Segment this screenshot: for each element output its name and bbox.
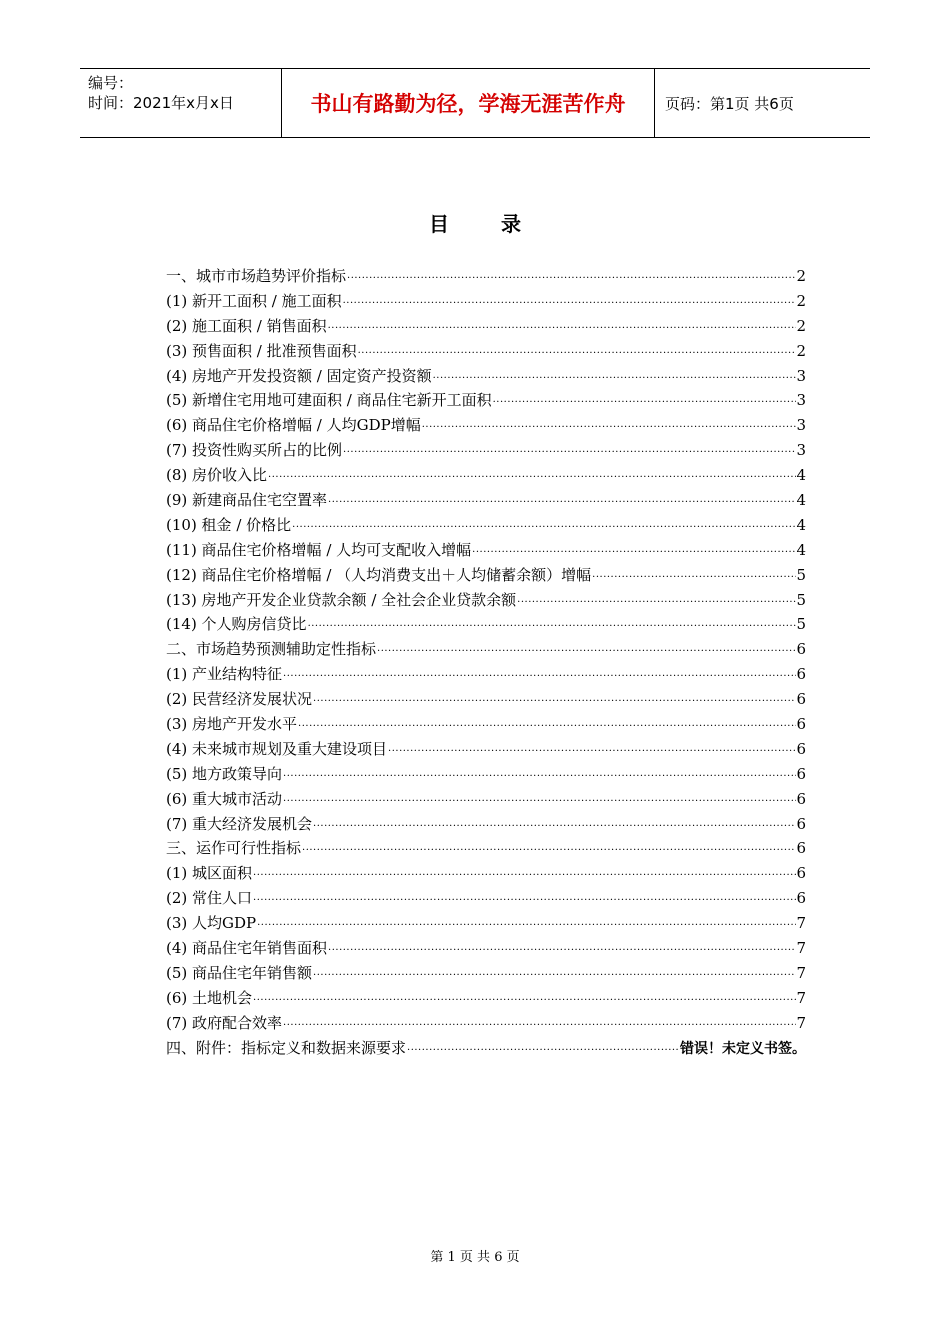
toc-leader-dots (312, 815, 796, 840)
toc-entry-label: (7) 重大经济发展机会 (166, 814, 313, 833)
toc-entry[interactable] (166, 861, 806, 886)
toc-entry[interactable] (166, 637, 806, 662)
toc-entry-label: (7) 政府配合效率 (166, 1013, 283, 1032)
toc-leader-dots (327, 491, 796, 516)
toc-entry-page: 2 (796, 316, 806, 335)
toc-entry[interactable] (166, 836, 806, 861)
toc-entry-label: 二、市场趋势预测辅助定性指标 (166, 640, 377, 659)
toc-entry[interactable] (166, 339, 806, 364)
toc-leader-dots (346, 267, 796, 292)
toc-entry-page: 3 (796, 441, 806, 460)
toc-entry-page: 2 (796, 341, 806, 360)
toc-entry[interactable] (166, 762, 806, 787)
toc-leader-dots (327, 317, 797, 342)
toc-entry-page: 6 (796, 889, 806, 908)
toc-leader-dots (406, 1039, 680, 1064)
toc-entry-label: (5) 新增住宅用地可建面积 / 商品住宅新开工面积 (166, 391, 492, 410)
toc-entry[interactable] (166, 388, 806, 413)
toc-leader-dots (307, 615, 797, 640)
toc-entry-label: (1) 产业结构特征 (166, 665, 283, 684)
toc-entry-page: 错误！未定义书签。 (680, 1040, 806, 1057)
toc-entry[interactable] (166, 538, 806, 563)
toc-entry-page: 5 (796, 565, 806, 584)
toc-title: 目录 (429, 212, 573, 236)
toc-entry[interactable] (166, 662, 806, 687)
toc-entry[interactable] (166, 712, 806, 737)
toc-entry-page: 4 (796, 540, 806, 559)
toc-entry-page: 2 (796, 291, 806, 310)
toc-leader-dots (252, 889, 796, 914)
toc-entry-page: 6 (796, 764, 806, 783)
toc-entry[interactable] (166, 413, 806, 438)
toc-leader-dots (492, 391, 797, 416)
toc-entry-page: 5 (796, 590, 806, 609)
toc-entry-label: (9) 新建商品住宅空置率 (166, 491, 328, 510)
toc-leader-dots (342, 441, 796, 466)
toc-entry-page: 3 (796, 391, 806, 410)
toc-entry-page: 7 (796, 1013, 806, 1032)
toc-entry[interactable] (166, 687, 806, 712)
toc-entry-page: 6 (796, 839, 806, 858)
toc-entry[interactable] (166, 612, 806, 637)
toc-leader-dots (421, 416, 797, 441)
toc-leader-dots (327, 939, 796, 964)
toc-entry-page: 6 (796, 690, 806, 709)
toc-entry[interactable] (166, 787, 806, 812)
toc-entry-label: (4) 房地产开发投资额 / 固定资产投资额 (166, 366, 432, 385)
toc-entry-page: 3 (796, 366, 806, 385)
toc-entry-page: 7 (796, 988, 806, 1007)
toc-entry-label: (5) 地方政策导向 (166, 764, 283, 783)
toc-entry-label: 一、城市市场趋势评价指标 (166, 267, 347, 285)
toc-leader-dots (387, 740, 796, 765)
toc-entry-label: (13) 房地产开发企业贷款余额 / 全社会企业贷款余额 (166, 590, 517, 609)
toc-entry-page: 6 (796, 814, 806, 833)
toc-entry-page: 3 (796, 416, 806, 435)
toc-entry[interactable] (166, 513, 806, 538)
toc-entry-label: (2) 民营经济发展状况 (166, 690, 313, 709)
toc-leader-dots (301, 839, 796, 864)
toc-entry-label: (6) 重大城市活动 (166, 789, 283, 808)
toc-leader-dots (591, 566, 796, 591)
toc-entry-page: 6 (796, 640, 806, 659)
toc-entry-label: 三、运作可行性指标 (166, 839, 302, 858)
toc-leader-dots (516, 591, 796, 616)
toc-entry[interactable] (166, 1036, 806, 1061)
toc-entry-label: (5) 商品住宅年销售额 (166, 963, 313, 982)
page-footer: 第 1 页 共 6 页 (430, 1250, 520, 1265)
toc-entry[interactable] (166, 364, 806, 389)
toc-entry-page: 7 (796, 914, 806, 933)
document-number-label: 编号： (88, 74, 134, 92)
toc-entry[interactable] (166, 463, 806, 488)
toc-entry-page: 4 (796, 491, 806, 510)
header-motto: 书山有路勤为径，学海无涯苦作舟 (282, 69, 655, 137)
document-time-label: 时间：2021年x月x日 (88, 94, 234, 112)
toc-entry[interactable] (166, 986, 806, 1011)
toc-entry-label: (6) 商品住宅价格增幅 / 人均GDP增幅 (166, 416, 421, 435)
toc-entry[interactable] (166, 289, 806, 314)
toc-leader-dots (252, 989, 796, 1014)
toc-leader-dots (282, 790, 796, 815)
header-meta (80, 69, 282, 137)
page-header (80, 68, 870, 138)
toc-entry[interactable] (166, 438, 806, 463)
toc-entry-label: (11) 商品住宅价格增幅 / 人均可支配收入增幅 (166, 540, 472, 559)
toc-leader-dots (376, 640, 796, 665)
toc-entry[interactable] (166, 812, 806, 837)
toc-entry-page: 4 (796, 466, 806, 485)
toc-leader-dots (282, 765, 796, 790)
toc-leader-dots (256, 914, 796, 939)
toc-entry-label: (2) 施工面积 / 销售面积 (166, 316, 327, 335)
toc-entry-page: 6 (796, 665, 806, 684)
toc-entry-label: (3) 预售面积 / 批准预售面积 (166, 341, 357, 360)
toc-entry-page: 6 (796, 864, 806, 883)
table-of-contents (166, 264, 806, 1061)
toc-entry-page: 2 (796, 267, 806, 285)
toc-entry-page: 7 (796, 963, 806, 982)
toc-entry-label: (7) 投资性购买所占的比例 (166, 441, 343, 460)
toc-entry-page: 6 (796, 715, 806, 734)
toc-entry-label: (4) 商品住宅年销售面积 (166, 939, 328, 958)
toc-entry-label: (12) 商品住宅价格增幅 / （人均消费支出＋人均储蓄余额）增幅 (166, 565, 592, 584)
toc-entry-page: 7 (796, 939, 806, 958)
toc-entry[interactable] (166, 314, 806, 339)
toc-entry[interactable] (166, 886, 806, 911)
toc-entry[interactable] (166, 488, 806, 513)
toc-entry[interactable] (166, 264, 806, 289)
toc-entry-label: (3) 房地产开发水平 (166, 715, 298, 734)
toc-entry[interactable] (166, 737, 806, 762)
toc-entry[interactable] (166, 1011, 806, 1036)
toc-entry-label: (1) 城区面积 (166, 864, 253, 883)
header-page-info: 页码：第1页 共6页 (665, 94, 794, 113)
toc-leader-dots (252, 864, 796, 889)
toc-entry-page: 5 (796, 615, 806, 634)
toc-entry-label: (3) 人均GDP (166, 914, 257, 933)
toc-leader-dots (312, 964, 796, 989)
toc-entry[interactable] (166, 563, 806, 588)
toc-entry-label: (6) 土地机会 (166, 988, 253, 1007)
toc-entry-label: (14) 个人购房信贷比 (166, 615, 307, 634)
toc-entry-page: 4 (796, 515, 806, 534)
toc-entry-label: (4) 未来城市规划及重大建设项目 (166, 739, 388, 758)
toc-entry[interactable] (166, 961, 806, 986)
toc-entry[interactable] (166, 911, 806, 936)
toc-leader-dots (267, 466, 796, 491)
toc-entry-label: (1) 新开工面积 / 施工面积 (166, 291, 342, 310)
toc-entry[interactable] (166, 588, 806, 613)
toc-entry-page: 6 (796, 789, 806, 808)
toc-entry-label: (2) 常住人口 (166, 889, 253, 908)
toc-entry-label: (8) 房价收入比 (166, 466, 268, 485)
toc-entry[interactable] (166, 936, 806, 961)
toc-entry-label: 四、附件：指标定义和数据来源要求 (166, 1038, 407, 1057)
toc-leader-dots (312, 690, 796, 715)
toc-leader-dots (282, 665, 796, 690)
toc-entry-label: (10) 租金 / 价格比 (166, 515, 292, 534)
toc-entry-page: 6 (796, 739, 806, 758)
toc-leader-dots (342, 292, 797, 317)
